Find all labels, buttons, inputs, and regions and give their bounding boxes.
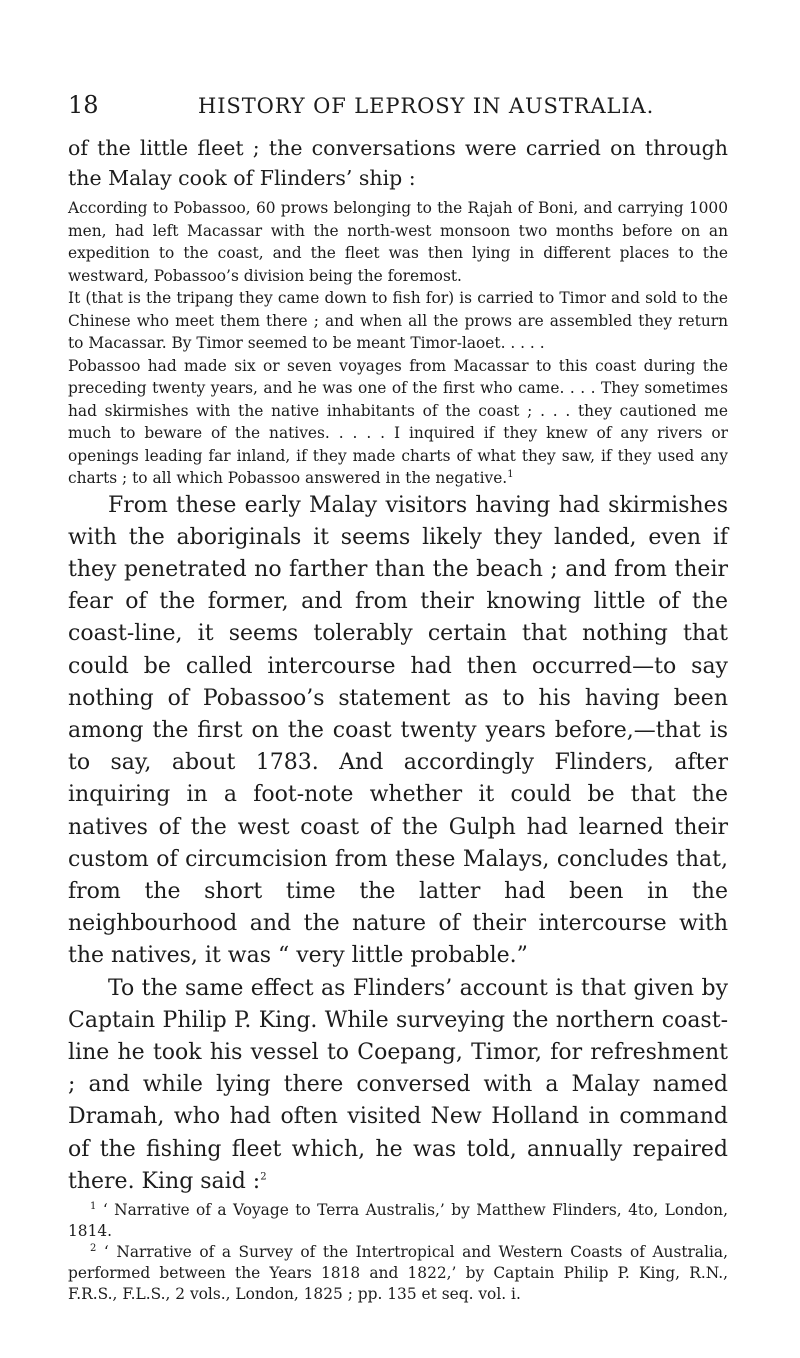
running-title: HISTORY OF LEPROSY IN AUSTRALIA. bbox=[198, 94, 655, 118]
footnote-reference-1: 1 bbox=[507, 468, 514, 480]
footnote-marker-2: 2 bbox=[90, 1242, 97, 1254]
footnote-1 bbox=[68, 1200, 728, 1242]
footnote-2-text: ‘ Narrative of a Survey of the Intertropical and Western Coasts of Australia, performed between the Years 1818 and 1822,’ by Captain Philip P. King, R.N., F.R.S., F.L.S., 2 vols., London, 1825 ; pp. 135 et seq. vol. i. bbox=[68, 1242, 728, 1303]
footnote-reference-2: 2 bbox=[260, 1171, 267, 1183]
body-paragraph-1: From these early Malay visitors having had skirmishes with the aboriginals it seems likely they landed, even if they penetrated no farther than the beach ; and from their fear of the former, and from their knowing little of the coast-line, it seems tolerably certain that nothing that could be called intercourse had then occurred—to say nothing of Pobassoo’s statement as to his having been among the first on the coast twenty years before,—that is to say, about 1783. And accordingly Flinders, after inquiring in a foot-note whether it could be that the natives of the west coast of the Gulph had learned their custom of circumcision from these Malays, concludes that, from the short time the latter had been in the neighbourhood and the nature of their intercourse with the natives, it was “ very little probable.” bbox=[68, 492, 728, 969]
page-header bbox=[68, 90, 728, 121]
footnote-2 bbox=[68, 1242, 728, 1305]
body-paragraph-2 bbox=[68, 973, 728, 1198]
page-number: 18 bbox=[68, 91, 99, 119]
lead-in-paragraph: of the little fleet ; the conversations were carried on through the Malay cook of Flinders’ ship : bbox=[68, 136, 728, 190]
quote-paragraph-3 bbox=[68, 355, 728, 490]
block-quotation bbox=[68, 197, 728, 490]
footnote-1-text: ‘ Narrative of a Voyage to Terra Australis,’ by Matthew Flinders, 4to, London, 1814. bbox=[68, 1200, 728, 1240]
book-page bbox=[68, 90, 728, 1305]
footnotes bbox=[68, 1200, 728, 1305]
footnote-marker-1: 1 bbox=[90, 1200, 97, 1212]
body-text bbox=[68, 490, 728, 1198]
quote-paragraph-1: According to Pobassoo, 60 prows belonging to the Rajah of Boni, and carrying 1000 men, had left Macassar with the north-west monsoon two months before on an expedition to the coast, and the fleet was then lying in different places to the westward, Pobassoo’s division being the foremost. bbox=[68, 199, 728, 285]
body-paragraph-2-text: To the same effect as Flinders’ account is that given by Captain Philip P. King. While surveying the northern coast-line he took his vessel to Coepang, Timor, for refreshment ; and while lying there conversed with a Malay named Dramah, who had often visited New Holland in command of the fishing fleet which, he was told, annually repaired there. King said : bbox=[68, 975, 728, 1194]
quote-paragraph-3-text: Pobassoo had made six or seven voyages from Macassar to this coast during the preceding twenty years, and he was one of the first who came. . . . They sometimes had skirmishes with the native inhabitants of the coast ; . . . they cautioned me much to beware of the natives. . . . . I inquired if they knew of any rivers or openings leading far inland, if they made charts of what they saw, if they used any charts ; to all which Pobassoo answered in the negative. bbox=[68, 356, 728, 487]
quote-paragraph-2: It (that is the tripang they came down to fish for) is carried to Timor and sold to the Chinese who meet them there ; and when all the prows are assembled they return to Macassar. By Timor seemed to be meant Timor-laoet. . . . . bbox=[68, 289, 728, 352]
